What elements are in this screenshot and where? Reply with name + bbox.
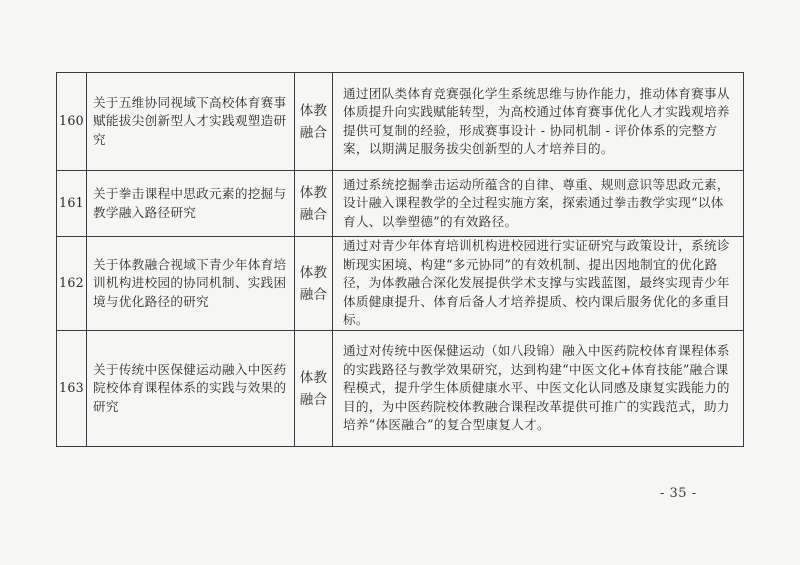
table-row xyxy=(57,237,744,331)
category-cell xyxy=(295,237,333,331)
project-title: 关于拳击课程中思政元素的挖掘与教学融入路径研究 xyxy=(87,171,295,237)
category-line-1: 体教 xyxy=(299,184,328,201)
category-line-2: 融合 xyxy=(299,124,328,141)
category-line-1: 体教 xyxy=(299,369,328,386)
row-number: 160 xyxy=(57,73,87,171)
category-cell xyxy=(295,73,333,171)
category-line-1: 体教 xyxy=(299,102,328,119)
category-line-2: 融合 xyxy=(299,286,328,303)
category-line-2: 融合 xyxy=(299,391,328,408)
project-title: 关于五维协同视域下高校体育赛事赋能拔尖创新型人才实践观塑造研究 xyxy=(87,73,295,171)
table-row xyxy=(57,171,744,237)
table-row xyxy=(57,331,744,447)
project-description: 通过对青少年体育培训机构进校园进行实证研究与政策设计，系统诊断现实困境、构建“多元协同”的有效机制、提出因地制宜的优化路径，为体教融合深化发展提供学术支撑与实践蓝图，最终实现青少年体质健康提升、体育后备人才培养提质、校内课后服务优化的多重目标。 xyxy=(333,237,744,331)
project-title: 关于体教融合视域下青少年体育培训机构进校园的协同机制、实践困境与优化路径的研究 xyxy=(87,237,295,331)
table-row xyxy=(57,73,744,171)
page-number: - 35 - xyxy=(660,486,697,501)
row-number: 161 xyxy=(57,171,87,237)
project-description: 通过系统挖掘拳击运动所蕴含的自律、尊重、规则意识等思政元素，设计融入课程教学的全过程实施方案，探索通过拳击教学实现“以体育人、以拳塑德”的有效路径。 xyxy=(333,171,744,237)
category-line-2: 融合 xyxy=(299,206,328,223)
project-title: 关于传统中医保健运动融入中医药院校体育课程体系的实践与效果的研究 xyxy=(87,331,295,447)
project-description: 通过团队类体育竞赛强化学生系统思维与协作能力，推动体育赛事从体质提升向实践赋能转型，为高校通过体育赛事优化人才实践观培养提供可复制的经验，形成赛事设计 - 协同机制 - 评价体系的完整方案，以期满足服务拔尖创新型的人才培养目的。 xyxy=(333,73,744,171)
category-line-1: 体教 xyxy=(299,264,328,281)
row-number: 163 xyxy=(57,331,87,447)
category-cell xyxy=(295,171,333,237)
project-description: 通过对传统中医保健运动（如八段锦）融入中医药院校体育课程体系的实践路径与教学效果研究，达到构建“中医文化+体育技能”融合课程模式，提升学生体质健康水平、中医文化认同感及康复实践能力的目的，为中医药院校体教融合课程改革提供可推广的实践范式，助力培养“体医融合”的复合型康复人才。 xyxy=(333,331,744,447)
project-table xyxy=(56,72,744,447)
category-cell xyxy=(295,331,333,447)
row-number: 162 xyxy=(57,237,87,331)
